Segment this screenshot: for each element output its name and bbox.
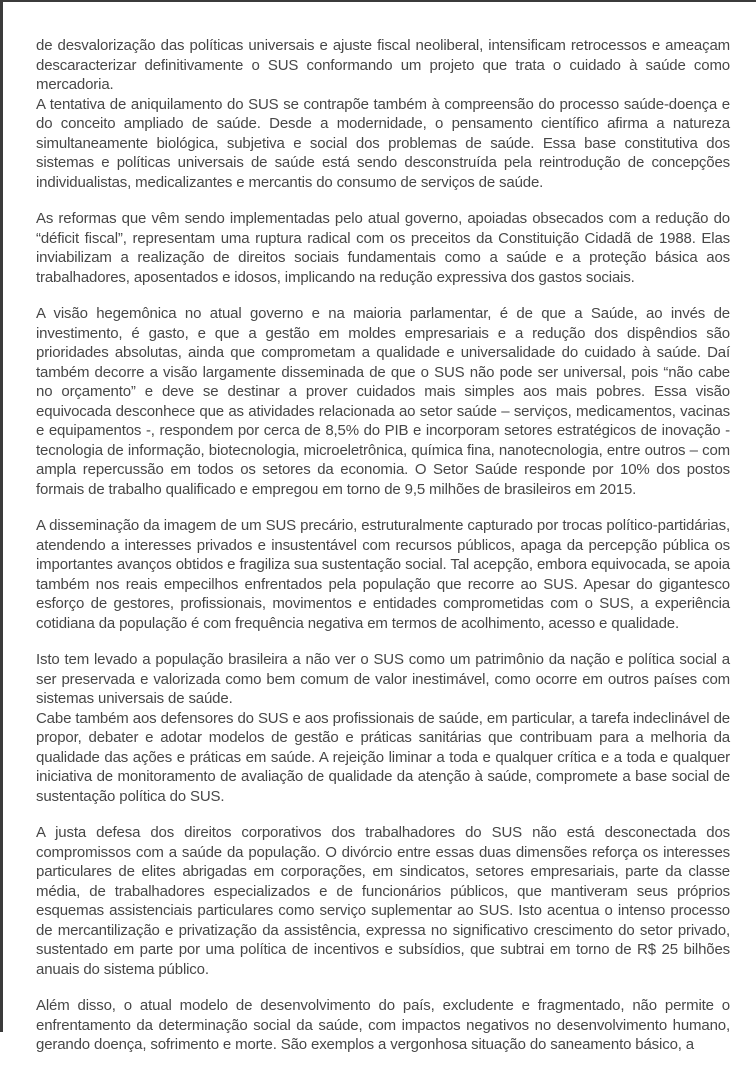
scan-edge-top [0,0,756,2]
text-block [36,304,730,499]
paragraph: de desvalorização das políticas universais e ajuste fiscal neoliberal, intensificam retrocessos e ameaçam descaracterizar definitivamente o SUS conformando um projeto que trata o cuidado à saúde como mercadoria. [36,37,730,93]
paragraph: A tentativa de aniquilamento do SUS se contrapõe também à compreensão do processo saúde-doença e do conceito ampliado de saúde. Desde a modernidade, o pensamento científico afirma a natureza simultaneamente biológica, subjetiva e social dos problemas de saúde. Essa base constitutiva dos sistemas e políticas universais de saúde está sendo desconstruída pela reintrodução de concepções individualistas, medicalizantes e mercantis do consumo de serviços de saúde. [36,95,730,191]
paragraph: As reformas que vêm sendo implementadas pelo atual governo, apoiadas obsecados com a redução do “déficit fiscal”, representam uma ruptura radical com os preceitos da Constituição Cidadã de 1988. Elas inviabilizam a realização de direitos sociais fundamentais como a saúde e a proteção básica aos trabalhadores, aposentados e idosos, implicando na redução expressiva dos gastos sociais. [36,210,730,286]
scan-edge-left [0,0,3,1032]
paragraph: A justa defesa dos direitos corporativos dos trabalhadores do SUS não está desconectada dos compromissos com a saúde da população. O divórcio entre essas duas dimensões reforça os interesses particulares de elites abrigadas em corporações, em sindicatos, setores empresariais, parte da classe média, de trabalhadores especializados e de funcionários públicos, que mantiveram seus próprios esquemas assistenciais particulares como serviço suplementar ao SUS. Isto acentua o intenso processo de mercantilização e privatização da assistência, expressa no significativo crescimento do setor privado, sustentado em parte por uma política de incentivos e subsídios, que subtrai em torno de R$ 25 bilhões anuais do sistema público. [36,824,730,978]
document-text-body [36,36,730,1072]
text-block [36,209,730,287]
paragraph: Cabe também aos defensores do SUS e aos profissionais de saúde, em particular, a tarefa indeclinável de propor, debater e adotar modelos de gestão e práticas sanitárias que contribuam para a melhoria da qualidade das ações e práticas em saúde. A rejeição liminar a toda e qualquer crítica e a toda e qualquer iniciativa de monitoramento de avaliação de qualidade da atenção à saúde, compromete a base social de sustentação política do SUS. [36,709,730,805]
text-block [36,36,730,192]
text-block [36,516,730,633]
text-block [36,823,730,979]
paragraph: Além disso, o atual modelo de desenvolvimento do país, excludente e fragmentado, não permite o enfrentamento da determinação social da saúde, com impactos negativos no desenvolvimento humano, gerando doença, sofrimento e morte. São exemplos a vergonhosa situação do saneamento básico, a [36,997,730,1053]
paragraph: A disseminação da imagem de um SUS precário, estruturalmente capturado por trocas político-partidárias, atendendo a interesses privados e insustentável com recursos públicos, apaga da percepção pública os importantes avanços obtidos e fragiliza sua sustentação social. Tal acepção, embora equivocada, se apoia também nos reais empecilhos enfrentados pela população que recorre ao SUS. Apesar do gigantesco esforço de gestores, profissionais, movimentos e entidades comprometidas com o SUS, a experiência cotidiana da população é com frequência negativa em termos de acolhimento, acesso e qualidade. [36,517,730,632]
paragraph: A visão hegemônica no atual governo e na maioria parlamentar, é de que a Saúde, ao invés de investimento, é gasto, e que a gestão em moldes empresariais e a redução dos dispêndios são prioridades absolutas, ainda que comprometam a qualidade e universalidade do cuidado à saúde. Daí também decorre a visão largamente disseminada de que o SUS não pode ser universal, pois “não cabe no orçamento” e deve se destinar a prover cuidados mais simples aos mais pobres. Essa visão equivocada desconhece que as atividades relacionada ao setor saúde – serviços, medicamentos, vacinas e equipamentos -, respondem por cerca de 8,5% do PIB e incorporam setores estratégicos de inovação - tecnologia de informação, biotecnologia, microeletrônica, química fina, nanotecnologia, entre outros – com ampla repercussão em todos os setores da economia. O Setor Saúde responde por 10% dos postos formais de trabalho qualificado e empregou em torno de 9,5 milhões de brasileiros em 2015. [36,305,730,498]
text-block [36,650,730,806]
paragraph: Isto tem levado a população brasileira a não ver o SUS como um patrimônio da nação e política social a ser preservada e valorizada como bem comum de valor inestimável, como ocorre em outros países com sistemas universais de saúde. [36,651,730,707]
text-block [36,996,730,1055]
